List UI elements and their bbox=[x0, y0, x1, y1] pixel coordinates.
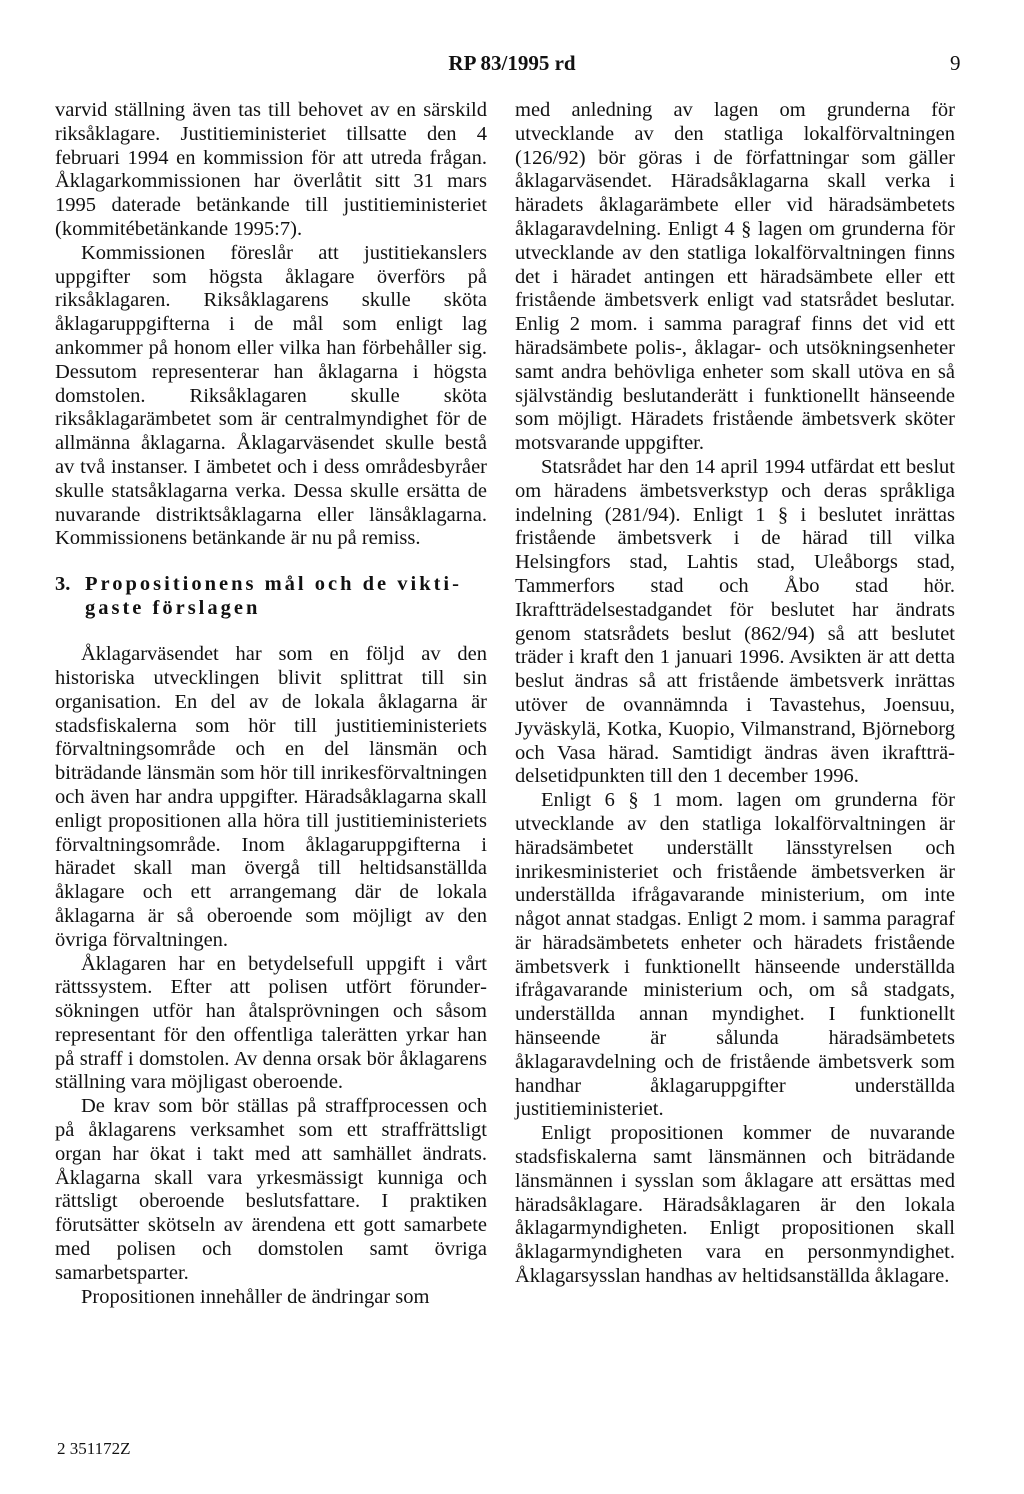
section-number: 3. bbox=[55, 573, 71, 596]
left-paragraph-1: varvid ställning även tas till behovet av en särskild riksåklagare. Justitieministeriet tillsatte den 4 februari 1994 en kommission för att utreda frågan. Åklagarkommissionen har överlåtit sitt 31 mars 1995 daterade betänkande till justitieministeriet (kommitébetänkande 1995:7). bbox=[55, 99, 487, 240]
section-paragraph-2: Åklagaren har en betydelsefull uppgift i vårt rättssystem. Efter att polisen utfört förundersökningen utför han åtalsprövningen och såsom representant för den offentliga talerätten yrkar han på straff i domstolen. Av denna orsak bör åklagarens ställning vara möjligast oberoende. bbox=[55, 952, 487, 1094]
section-paragraph-3: De krav som bör ställas på straffprocessen och på åklagarens verksamhet som ett straffrättsligt organ har ökat i takt med att samhället ändrats. Åklagarna skall vara yrkesmässigt kunniga och rättsligt oberoende beslutsfattare. I praktiken förutsätter skötseln av ärendena ett gott samarbete med polisen och domstolen samt övriga samarbetsparter. bbox=[55, 1095, 487, 1284]
right-paragraph-4: Enligt propositionen kommer de nuvarande stadsfiskalerna samt länsmännen och biträdande länsmännen i sysslan som åklagare att ersättas med häradsåklagare. Häradsåklagaren är den lokala åklagarmyndigheten. Enligt propositionen skall åklagarmyndigheten vara en personmyndighet. Åklagarsysslan handhas av heltidsanställda åklagare. bbox=[515, 1122, 955, 1288]
running-header-title: RP 83/1995 rd bbox=[448, 51, 576, 75]
right-column bbox=[515, 99, 955, 1289]
right-paragraph-1: med anledning av lagen om grunderna för utvecklande av den statliga lokalförvaltningen (126/92) bör göras i de författningar som gäller åklagarväsendet. Häradsåklagarna skall verka i häradets åklagarämbete eller vid häradsämbetets åklagaravdelning. Enligt 4 § lagen om grunderna för utvecklande av den statliga lokalförvaltningen finns det i häradet antingen ett häradsämbete eller ett fristående ämbetsverk enligt vad statsrådet beslutar. Enlig 2 mom. i samma paragraf finns det vid ett häradsämbete polis-, åklagar- och utsökningsenheter samt andra behövliga enheter som skall utöva en så självständig beslutanderätt i funktionellt hänseende som möjligt. Häradets fristående ämbetsverk sköter motsvarande uppgifter. bbox=[515, 99, 955, 455]
left-column bbox=[55, 99, 487, 1309]
page-number: 9 bbox=[950, 51, 961, 75]
right-paragraph-2: Statsrådet har den 14 april 1994 utfärdat ett beslut om häradens ämbetsverkstyp och deras språkliga indelning (281/94). Enligt 1 § i beslutet inrättas fristående ämbetsverk i de härad till vilka Helsingfors stad, Lahtis stad, Uleåborgs stad, Tammerfors stad och Åbo stad hör. Ikraftträdelsestadgandet för beslutet har ändrats genom statsrådets beslut (862/94) så att beslutet träder i kraft den 1 januari 1996. Avsikten är att detta beslut ändras så att fristående ämbetsverk inrättas utöver de ovannämnda i Tavastehus, Joensuu, Jyväskylä, Kotka, Kuopio, Vilmanstrand, Björneborg och Vasa härad. Samtidigt ändras även ikraftträdelsetidpunkten till den 1 december 1996. bbox=[515, 455, 955, 788]
section-title: Propositionens mål och de viktigaste förslagen bbox=[85, 573, 459, 620]
section-paragraph-1: Åklagarväsendet har som en följd av den historiska utvecklingen blivit splittrat till sin organisation. En del av de lokala åklagarna är stadsfiskalerna som hör till justitieministeriets förvaltningsområde och en del länsmän och biträdande länsmän som hör till inrikesförvaltningen och även har andra uppgifter. Häradsåklagarna skall enligt propositionen alla höra till justitieministeriets förvaltningsområde. Inom åklagaruppgifterna i häradet skall man övergå till heltidsanställda åklagare och ett arrangemang där de lokala åklagarna är så oberoende som möjligt av den övriga förvaltningen. bbox=[55, 643, 487, 951]
section-paragraph-4: Propositionen innehåller de ändringar som bbox=[81, 1285, 430, 1308]
left-paragraph-2: Kommissionen föreslår att justitiekanslers uppgifter som högsta åklagare överförs på riksåklagaren. Riksåklagarens skulle sköta åklagaruppgifterna i de mål som enligt lag ankommer på honom eller vilka han förbehåller sig. Dessutom representerar han åklagarna i högsta domstolen. Riksåklagaren skulle sköta riksåklagarämbetet som är centralmyndighet för de allmänna åklagarna. Åklagarväsendet skulle bestå av två instanser. I ämbetet och i dess områdesbyråer skulle statsåklagarna verka. Dessa skulle ersätta de nuvarande distriktsåklagarna eller länsåklagarna. Kommissionens betänkande är nu på remiss. bbox=[55, 241, 487, 550]
right-paragraph-3: Enligt 6 § 1 mom. lagen om grunderna för utvecklande av den statliga lokalförvaltningen är häradsämbetet underställt länsstyrelsen och inrikesministeriet och fristående ämbetsverken är underställda ifrågavarande ministerium, om inte något annat stadgas. Enligt 2 mom. i samma paragraf är häradsämbetets enheter och häradets fristående ämbetsverk i funktionellt hänseende underställda ifrågavarande ministerium och, om så stadgats, underställda annan myndighet. I funktionellt hänseende är sålunda häradsämbetets åklagaravdelning och de fristående ämbetsverk som handhar åklagaruppgifter underställda justitieministeriet. bbox=[515, 789, 955, 1121]
footer-print-code: 2 351172Z bbox=[57, 1439, 131, 1458]
section-heading bbox=[55, 572, 487, 620]
